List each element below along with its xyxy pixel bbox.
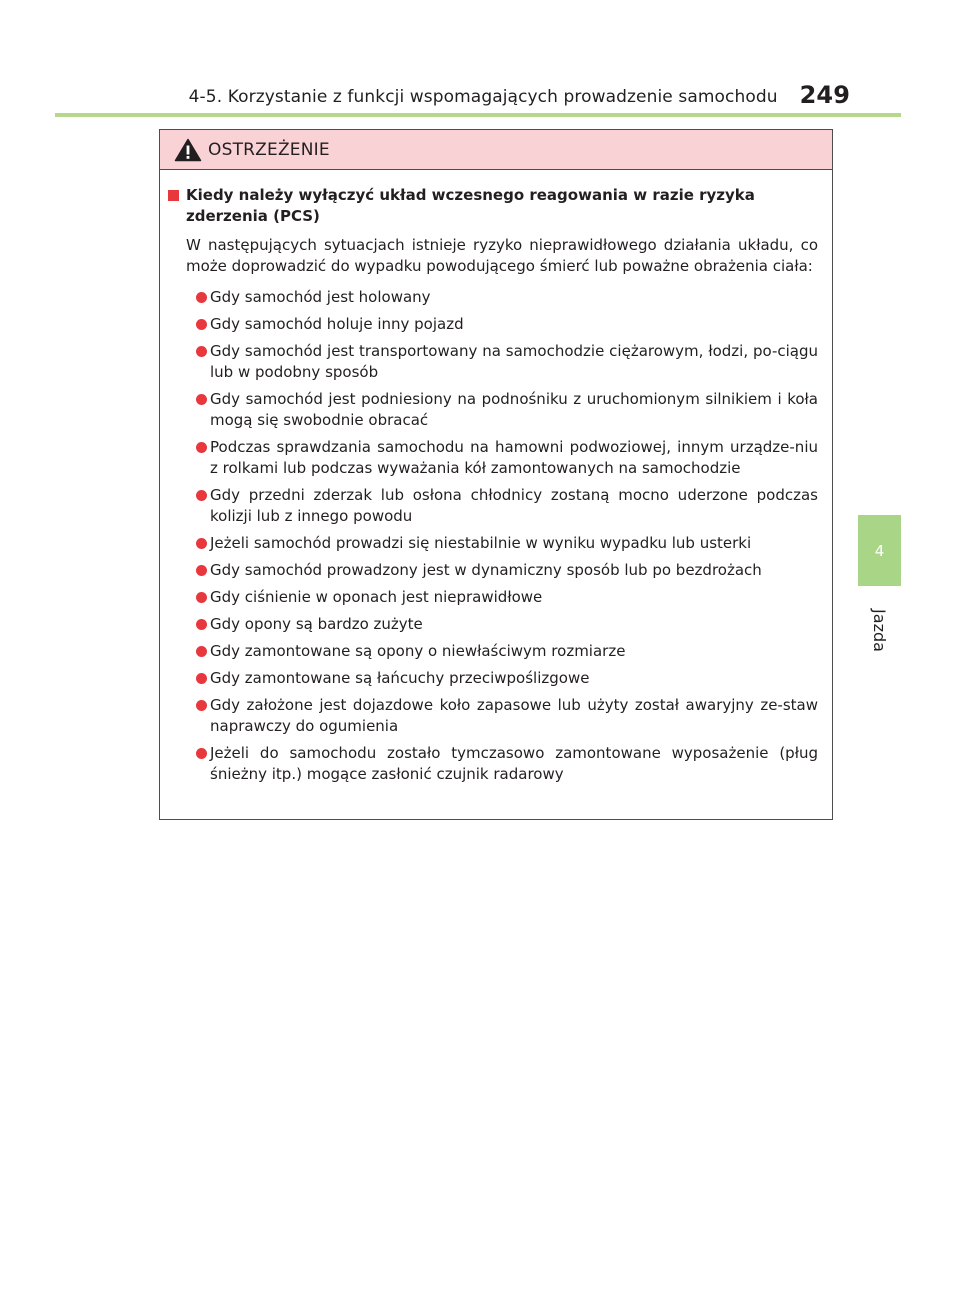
list-item-text: Gdy samochód prowadzony jest w dynamiczny sposób lub po bezdrożach [210, 561, 762, 579]
list-item [174, 587, 818, 608]
list-item [174, 314, 818, 335]
page-header [0, 80, 850, 108]
warning-header [160, 130, 832, 170]
red-circle-bullet-icon [196, 490, 207, 501]
list-item-text: Gdy ciśnienie w oponach jest nieprawidłowe [210, 588, 543, 606]
list-item-text: Gdy zamontowane są opony o niewłaściwym rozmiarze [210, 642, 626, 660]
list-item-text: Gdy zamontowane są łańcuchy przeciwpoślizgowe [210, 669, 590, 687]
red-circle-bullet-icon [196, 619, 207, 630]
warning-title: OSTRZEŻENIE [208, 139, 330, 160]
red-circle-bullet-icon [196, 394, 207, 405]
warning-body [160, 170, 832, 785]
list-item [174, 695, 818, 737]
chapter-tab [858, 515, 901, 586]
list-item-text: Gdy samochód holuje inny pojazd [210, 315, 464, 333]
red-square-bullet-icon [168, 190, 179, 201]
red-circle-bullet-icon [196, 319, 207, 330]
chapter-number: 4 [874, 541, 885, 560]
list-item [174, 668, 818, 689]
chapter-label-container [858, 600, 901, 660]
red-circle-bullet-icon [196, 592, 207, 603]
header-section-title: 4-5. Korzystanie z funkcji wspomagających prowadzenie samochodu [188, 87, 778, 107]
list-item [174, 341, 818, 383]
page-number: 249 [799, 81, 850, 109]
warning-box [159, 129, 833, 820]
red-circle-bullet-icon [196, 700, 207, 711]
red-circle-bullet-icon [196, 442, 207, 453]
list-item-text: Gdy opony są bardzo zużyte [210, 615, 423, 633]
list-item [174, 743, 818, 785]
list-item [174, 389, 818, 431]
red-circle-bullet-icon [196, 673, 207, 684]
list-item-text: Gdy samochód jest holowany [210, 288, 431, 306]
list-item [174, 437, 818, 479]
header-rule [55, 113, 901, 117]
list-item-text: Gdy przedni zderzak lub osłona chłodnicy zostaną mocno uderzone podczas kolizji lub z innego powodu [210, 486, 818, 525]
warning-intro: W następujących sytuacjach istnieje ryzyko nieprawidłowego działania układu, co może doprowadzić do wypadku powodującego śmierć lub poważne obrażenia ciała: [186, 236, 818, 275]
list-item-text: Jeżeli samochód prowadzi się niestabilnie w wyniku wypadku lub usterki [210, 534, 752, 552]
red-circle-bullet-icon [196, 346, 207, 357]
warning-triangle-icon [174, 138, 202, 162]
red-circle-bullet-icon [196, 748, 207, 759]
warning-conditions-list [174, 287, 818, 785]
list-item-text: Gdy założone jest dojazdowe koło zapasowe lub użyty został awaryjny ze-staw naprawczy do ogumienia [210, 696, 818, 735]
red-circle-bullet-icon [196, 646, 207, 657]
list-item [174, 485, 818, 527]
red-circle-bullet-icon [196, 565, 207, 576]
list-item-text: Jeżeli do samochodu zostało tymczasowo zamontowane wyposażenie (pług śnieżny itp.) mogące zasłonić czujnik radarowy [210, 744, 818, 783]
list-item [174, 287, 818, 308]
list-item [174, 641, 818, 662]
list-item-text: Gdy samochód jest podniesiony na podnośniku z uruchomionym silnikiem i koła mogą się swobodnie obracać [210, 390, 818, 429]
chapter-label: Jazda [869, 608, 889, 652]
list-item [174, 614, 818, 635]
red-circle-bullet-icon [196, 538, 207, 549]
warning-section-title: Kiedy należy wyłączyć układ wczesnego reagowania w razie ryzyka zderzenia (PCS) [186, 186, 755, 225]
warning-section-heading [174, 185, 818, 227]
list-item-text: Gdy samochód jest transportowany na samochodzie ciężarowym, łodzi, po-ciągu lub w podobny sposób [210, 342, 818, 381]
list-item-text: Podczas sprawdzania samochodu na hamowni podwoziowej, innym urządze-niu z rolkami lub podczas wyważania kół zamontowanych na samochodzie [210, 438, 818, 477]
red-circle-bullet-icon [196, 292, 207, 303]
list-item [174, 533, 818, 554]
list-item [174, 560, 818, 581]
